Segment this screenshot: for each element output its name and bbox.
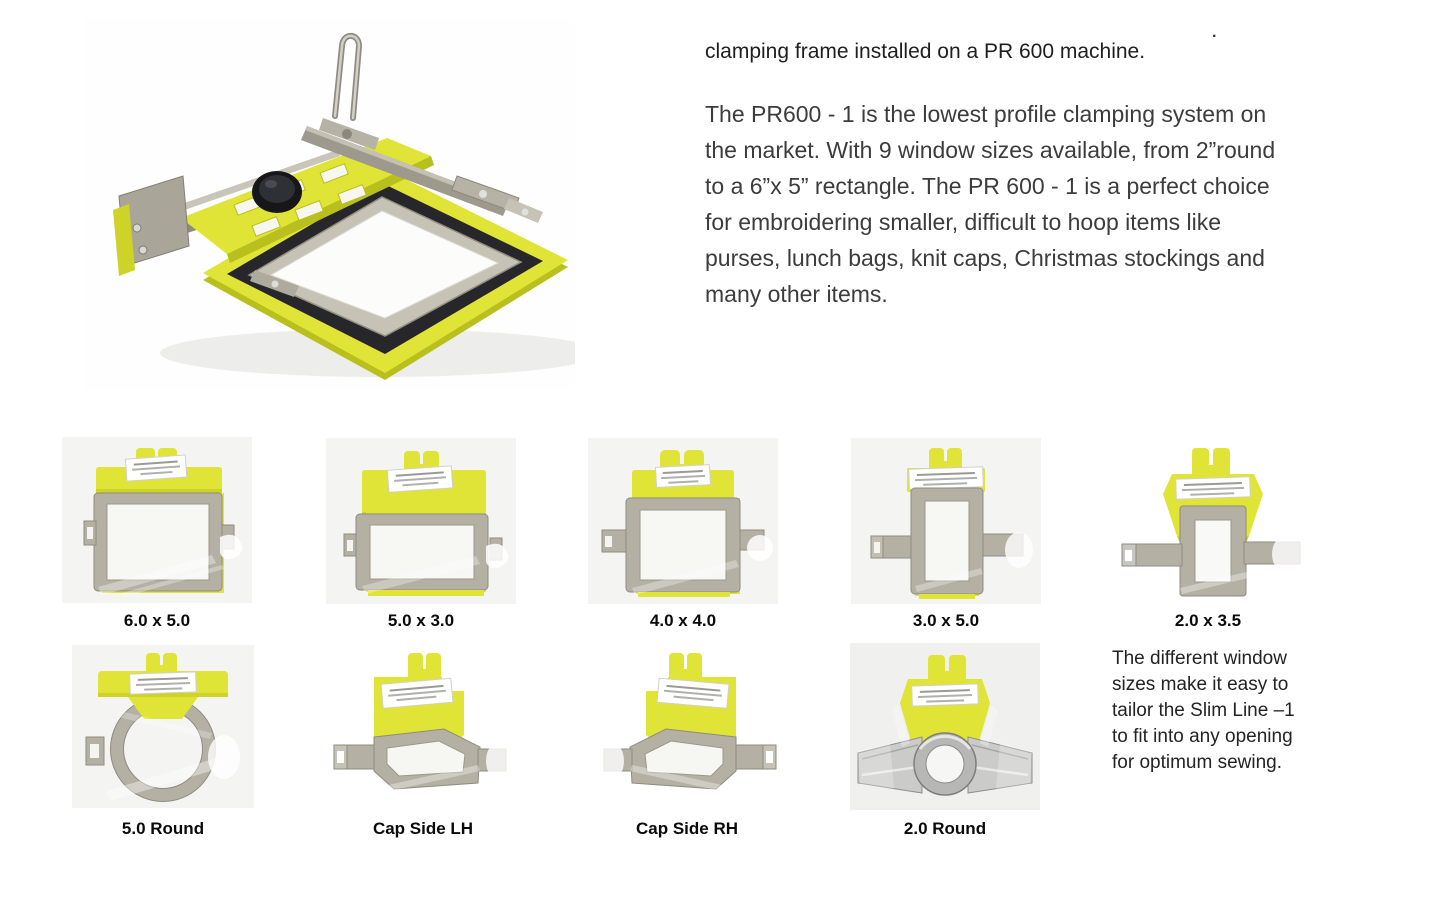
product-thumbnail-3x5 bbox=[851, 438, 1041, 604]
product-thumbnail-cap-lh bbox=[328, 645, 518, 808]
hero-caption: clamping frame installed on a PR 600 machine. bbox=[705, 40, 1146, 63]
part-sticker bbox=[912, 684, 979, 706]
product-label-cap-lh: Cap Side LH bbox=[372, 819, 474, 838]
part-sticker bbox=[1176, 477, 1251, 500]
product-label-2x35: 2.0 x 3.5 bbox=[1174, 611, 1242, 630]
part-sticker bbox=[909, 467, 984, 490]
tension-knob bbox=[252, 171, 302, 213]
product-thumbnail-2round bbox=[850, 643, 1040, 810]
part-sticker bbox=[130, 672, 197, 694]
product-label-5x3: 5.0 x 3.0 bbox=[387, 611, 455, 630]
product-description: The PR600 - 1 is the lowest profile clamping system on the market. With 9 window sizes available, from 2”round to a 6”x 5” rectangle. The PR 600 - 1 is a perfect choice for embroidering smaller, difficult to hoop items like purses, lunch bags, knit caps, Christmas stockings and many other items. bbox=[705, 101, 1276, 307]
product-label-3x5: 3.0 x 5.0 bbox=[912, 611, 980, 630]
cap-side-shape bbox=[334, 653, 514, 791]
product-thumbnail-cap-rh bbox=[592, 645, 782, 808]
part-sticker bbox=[656, 465, 711, 488]
product-label-4x4: 4.0 x 4.0 bbox=[649, 611, 717, 630]
product-thumbnail-5x3 bbox=[326, 438, 516, 604]
product-label-6x5: 6.0 x 5.0 bbox=[123, 611, 191, 630]
product-thumbnail-5round bbox=[72, 645, 254, 808]
product-thumbnail-2x35 bbox=[1118, 440, 1308, 604]
product-label-cap-rh: Cap Side RH bbox=[635, 819, 739, 838]
cap-side-shape-mirrored bbox=[596, 653, 776, 791]
product-thumbnail-6x5 bbox=[62, 437, 252, 603]
stray-dot: . bbox=[1212, 24, 1217, 41]
clamp-frame-illustration bbox=[85, 18, 575, 390]
product-thumbnail-4x4 bbox=[588, 438, 778, 604]
product-label-2round: 2.0 Round bbox=[903, 819, 987, 838]
product-label-5round: 5.0 Round bbox=[121, 819, 205, 838]
clamp-frame-photo bbox=[85, 18, 575, 390]
window-sizes-note: The different window sizes make it easy to tailor the Slim Line –1 to fit into any opening for optimum sewing. bbox=[1112, 648, 1295, 773]
part-sticker bbox=[125, 455, 186, 481]
part-sticker bbox=[387, 466, 452, 492]
